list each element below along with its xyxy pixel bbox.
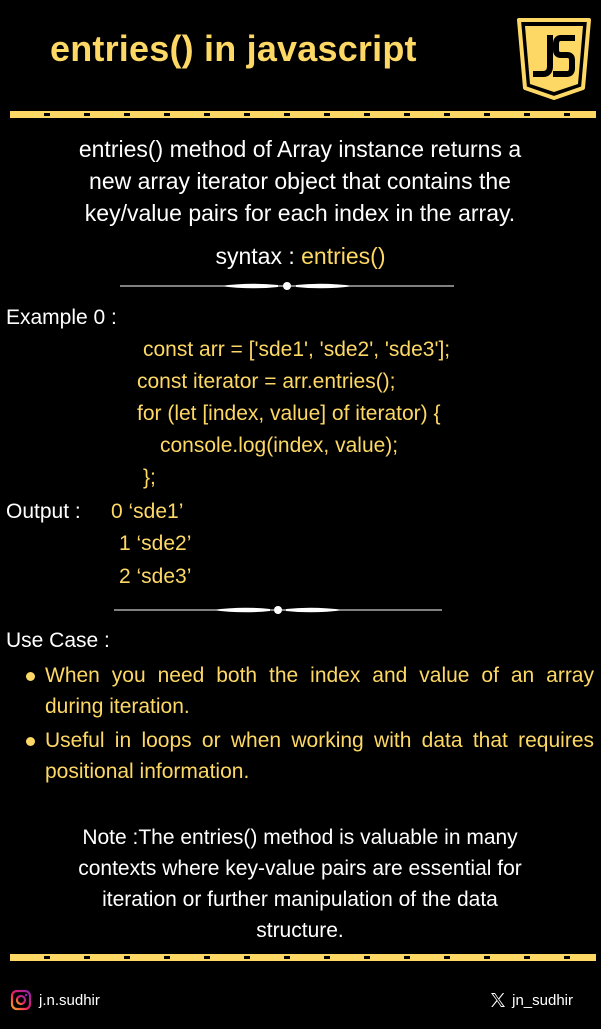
code-line: for (let [index, value] of iterator) { [137,402,441,425]
x-link[interactable] [490,988,573,1012]
bottom-divider [10,953,596,962]
note-line: structure. [256,919,344,942]
intro-line: entries() method of Array instance returns a [78,136,522,162]
note-line: iteration or further manipulation of the data [102,888,498,911]
note-line: contexts where key-value pairs are essential for [78,857,522,880]
output-line: 2 ‘sde3’ [119,565,192,588]
intro-line: key/value pairs for each index in the array. [84,200,516,226]
syntax-line [0,240,601,272]
code-line: console.log(index, value); [160,434,399,457]
use-case-list [24,660,594,790]
note-line: Note :The entries() method is valuable in many [82,826,518,849]
syntax-label: syntax : [215,243,295,269]
javascript-shield-icon [516,18,592,100]
example-heading: Example 0 : [6,306,117,329]
output-line: 0 ‘sde1’ [111,500,184,523]
list-item [24,725,594,787]
list-item-text: When you need both the index and value of an array during iteration. [45,664,594,718]
intro-text [20,133,580,229]
syntax-value: entries() [301,243,386,269]
instagram-link[interactable] [10,988,100,1012]
output-line: 1 ‘sde2’ [119,532,192,555]
code-line: const arr = ['sde1', 'sde2', 'sde3']; [143,338,451,361]
ornament-divider [114,604,442,616]
intro-line: new array iterator object that contains the [89,168,511,194]
page-title: entries() in javascript [50,28,417,69]
x-logo-icon [490,992,506,1008]
instagram-handle: j.n.sudhir [39,991,100,1009]
code-line: const iterator = arr.entries(); [137,370,396,393]
ornament-divider [120,280,454,292]
header [0,0,601,110]
note-text [30,822,570,946]
list-item [24,660,594,722]
output-label: Output : [6,500,81,523]
bullet-icon [26,737,35,746]
code-line: }; [143,466,156,489]
bullet-icon [26,672,35,681]
list-item-text: Useful in loops or when working with data that requires positional information. [45,729,594,783]
top-divider [10,110,596,119]
use-case-heading: Use Case : [6,629,110,652]
instagram-icon [10,989,32,1011]
x-handle: jn_sudhir [512,991,573,1009]
